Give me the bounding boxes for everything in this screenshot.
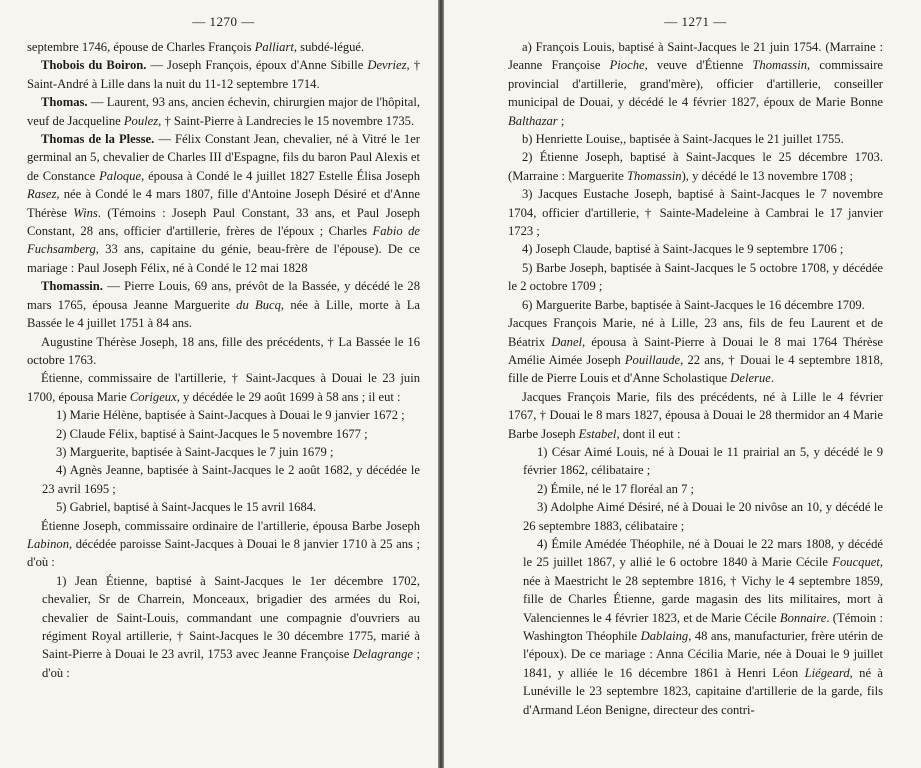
right-page-number: — 1271 — [664,14,727,29]
left-page-text [27,38,420,682]
paragraph: Jacques François Marie, né à Lille, 23 ans, fils de feu Laurent et de Béatrix Danel, épousa à Saint-Pierre à Douai le 8 mai 1764 Thérèse Amélie Aimée Joseph Pouillaude, 22 ans, † Douai le 4 septembre 1818, fille de Pierre Louis et d'Anne Scholastique Delerue. [508,316,884,386]
list-item: 6) Marguerite Barbe, baptisée à Saint-Jacques le 16 décembre 1709. [522,297,865,312]
list-item: 2) Émile, né le 17 floréal an 7 ; [537,481,695,496]
left-page-number: — 1270 — [192,14,255,29]
left-page [0,0,438,768]
right-page-text [508,38,883,719]
list-item: 1) Jean Étienne, baptisé à Saint-Jacques le 1er décembre 1702, chevalier, Sr de Charrein, Monceaux, brigadier des armées du Roi, chevalier de Saint-Louis, commandant une compagnie d'ouvriers au régiment Royal artillerie, † Saint-Jacques le 30 décembre 1775, marié à Saint-Pierre à Douai le 23 avril, 1753 avec Jeanne Françoise Delagrange ; d'où : [42,573,420,680]
list-item: 2) Claude Félix, baptisé à Saint-Jacques le 5 novembre 1677 ; [56,426,368,441]
entry-thomas-de-la-plesse: Thomas de la Plesse. — Félix Constant Jean, chevalier, né à Vitré le 1er germinal an 5, chevalier de Charles III d'Espagne, fils du baron Paul Alexis et de Constance Paloque, épousa à Condé le 4 juillet 1827 Estelle Élisa Joseph Rasez, née à Condé le 4 mars 1807, fille d'Antoine Joseph Désiré et d'Anne Thérèse Wins. (Témoins : Joseph Paul Constant, 33 ans, et Paul Joseph Constant, 28 ans, officier d'artillerie, frères de l'époux ; Charles Fabio de Fuchsamberg, 33 ans, capitaine du génie, beau-frère de l'épouse). De ce mariage : Paul Joseph Félix, né à Condé le 12 mai 1828 [27,132,420,275]
list-item: 4) Agnès Jeanne, baptisée à Saint-Jacques le 2 août 1682, y décédée le 23 avril 1695 ; [42,463,420,496]
paragraph: Jacques François Marie, fils des précédents, né à Lille le 4 février 1767, † Douai le 8 mars 1827, épousa à Douai le 28 thermidor an 4 Marie Barbe Joseph Estabel, dont il eut : [508,389,883,441]
paragraph: Étienne Joseph, commissaire ordinaire de l'artillerie, épousa Barbe Joseph Labinon, décédée paroisse Saint-Jacques à Douai le 8 janvier 1710 à 25 ans ; d'où : [27,518,420,570]
list-item: 1) Marie Hélène, baptisée à Saint-Jacques à Douai le 9 janvier 1672 ; [56,408,405,423]
entry-thomas: Thomas. — Laurent, 93 ans, ancien échevin, chirurgien major de l'hôpital, veuf de Jacqueline Poulez, † Saint-Pierre à Landrecies le 15 novembre 1735. [27,95,420,128]
list-item: 2) Étienne Joseph, baptisé à Saint-Jacques le 25 décembre 1703. (Marraine : Marguerite Thomassin), y décédé le 13 novembre 1708 ; [508,150,883,183]
paragraph: Étienne, commissaire de l'artillerie, † Saint-Jacques à Douai le 23 juin 1700, épousa Marie Corigeux, y décédée le 29 août 1699 à 58 ans ; il eut : [27,371,420,404]
list-item: 5) Barbe Joseph, baptisée à Saint-Jacques le 5 octobre 1708, y décédée le 2 octobre 1709 ; [508,260,883,294]
list-item: 1) César Aimé Louis, né à Douai le 11 prairial an 5, y décédé le 9 février 1862, célibataire ; [523,444,883,478]
list-item: 3) Adolphe Aimé Désiré, né à Douai le 20 nivôse an 10, y décédé le 26 septembre 1883, célibataire ; [523,500,883,533]
entry-thobois: Thobois du Boiron. — Joseph François, époux d'Anne Sibille Devriez, † Saint-André à Lille dans la nuit du 11-12 septembre 1714. [27,58,420,91]
paragraph: septembre 1746, épouse de Charles François Palliart, subdé-légué. [27,40,365,54]
entry-thomassin: Thomassin. — Pierre Louis, 69 ans, prévôt de la Bassée, y décédé le 28 mars 1765, épousa Jeanne Marguerite du Bucq, née à Lille, morte à La Bassée le 4 juillet 1751 à 84 ans. [27,279,420,331]
list-item: 5) Gabriel, baptisé à Saint-Jacques le 15 avril 1684. [56,500,317,515]
list-item: 3) Marguerite, baptisée à Saint-Jacques le 7 juin 1679 ; [56,444,334,459]
paragraph: Augustine Thérèse Joseph, 18 ans, fille des précédents, † La Bassée le 16 octobre 1763. [27,334,420,367]
list-item: a) François Louis, baptisé à Saint-Jacques le 21 juin 1754. (Marraine : Jeanne Françoise Pioche, veuve d'Étienne Thomassin, commissaire provincial d'artillerie, grand'mère), officier d'artillerie, conseiller municipal de Douai, y décédé le 4 février 1827, époux de Marie Bonne Balthazar ; [508,40,883,128]
list-item: 4) Émile Amédée Théophile, né à Douai le 22 mars 1808, y décédé le 25 juillet 1867, y allié le 6 octobre 1840 à Marie Cécile Foucquet, née à Maestricht le 28 septembre 1816, † Vichy le 4 septembre 1859, fille de Charles Étienne, garde magasin des lits militaires, mort à Valenciennes le 4 février 1823, et de Marie Cécile Bonnaire. (Témoin : Washington Théophile Dablaing, 48 ans, manufacturier, frère utérin de l'époux). De ce mariage : Anna Cécilia Marie, née à Douai le 9 juillet 1841, y alliée le 16 décembre 1861 à Henri Léon Liégeard, né à Lunéville le 23 septembre 1823, capitaine d'artillerie de la garde, fils d'Armand Léon Benigne, directeur des contri- [523,536,884,717]
list-item: b) Henriette Louise,, baptisée à Saint-Jacques le 21 juillet 1755. [522,132,844,147]
list-item: 4) Joseph Claude, baptisé à Saint-Jacques le 9 septembre 1706 ; [522,242,844,257]
right-page [444,0,921,768]
list-item: 3) Jacques Eustache Joseph, baptisé à Saint-Jacques le 7 novembre 1704, officier d'artillerie, † Sainte-Madeleine à Cambrai le 17 janvier 1723 ; [508,187,883,239]
